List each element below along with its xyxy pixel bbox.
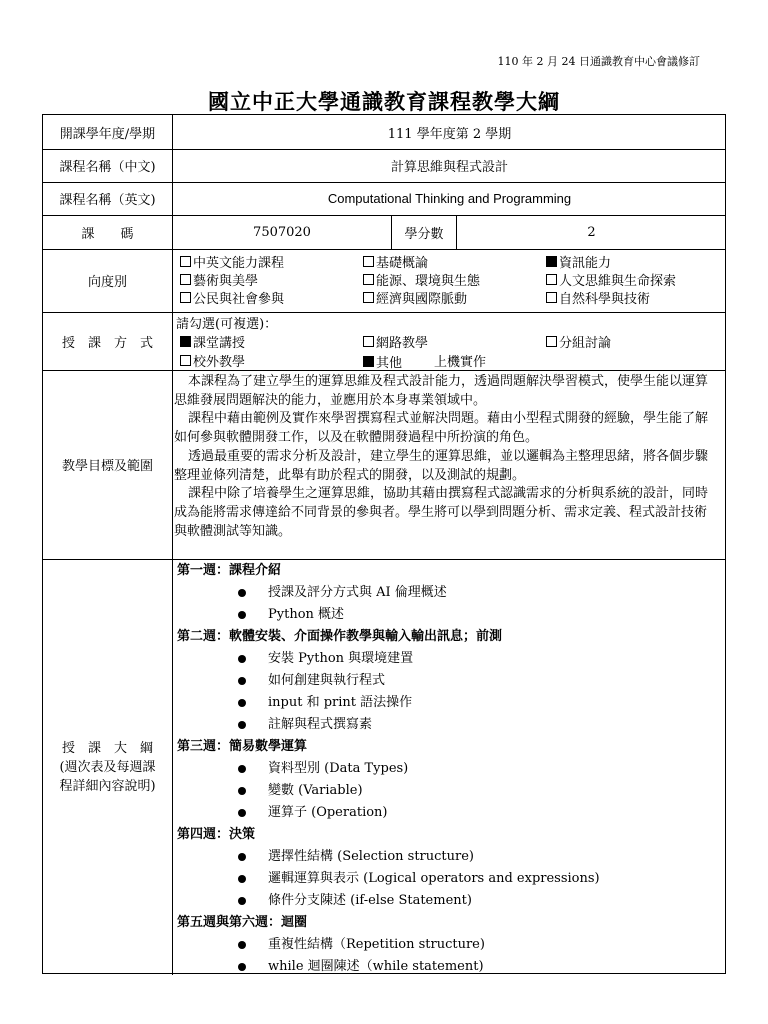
list-item: 授課及評分方式與 AI 倫理概述 [174, 582, 724, 604]
checkbox-icon[interactable] [546, 336, 557, 347]
credit-value: 2 [587, 224, 596, 240]
bullet-icon [238, 941, 246, 949]
week-title: 第四週：決策 [177, 827, 256, 842]
list-item: 邏輯運算與表示 (Logical operators and expressions) [174, 868, 724, 890]
objective-paragraph: 本課程為了建立學生的運算思維及程式設計能力，透過問題解決學習模式，使學生能以運算思維發展問題解決的能力，並應用於本身專業領域中。 [174, 374, 709, 408]
course-name-zh-value: 計算思維與程式設計 [390, 160, 508, 175]
list-item: 如何創建與執行程式 [174, 670, 724, 692]
document-title: 國立中正大學通識教育課程教學大綱 [208, 89, 560, 114]
checkbox-icon[interactable] [363, 336, 374, 347]
syllabus-label: 授 課 大 綱 (週次表及每週課 程詳細內容說明) [59, 740, 156, 794]
checkbox-checked-icon[interactable] [363, 356, 374, 367]
week-title: 第二週：軟體安裝、介面操作教學與輸入輸出訊息；前測 [177, 629, 503, 644]
teaching-option[interactable]: 校外教學 [180, 351, 245, 370]
bullet-icon [238, 853, 246, 861]
teaching-prompt: 請勾選(可複選)： [176, 317, 278, 332]
objective-paragraph: 課程中除了培養學生之運算思維，協助其藉由撰寫程式認識需求的分析與系統的設計，同時成為能將需求傳達給不同背景的參與者。學生將可以學到問題分析、需求定義、程式設計技術與軟體測試等知識。 [174, 486, 709, 539]
domain-option[interactable]: 基礎概論 [363, 252, 428, 271]
teaching-method-label: 授 課 方 式 [61, 335, 153, 351]
list-item: 運算子 (Operation) [174, 802, 724, 824]
list-item: 選擇性結構 (Selection structure) [174, 846, 724, 868]
domain-option[interactable]: 自然科學與技術 [546, 288, 650, 307]
course-name-en-value: Computational Thinking and Programming [327, 191, 572, 206]
bullet-icon [238, 787, 246, 795]
bullet-icon [238, 721, 246, 729]
domain-option[interactable]: 公民與社會參與 [180, 288, 284, 307]
bullet-icon [238, 809, 246, 817]
bullet-icon [238, 875, 246, 883]
domain-option[interactable]: 中英文能力課程 [180, 252, 284, 271]
bullet-icon [238, 677, 246, 685]
domain-option[interactable]: 能源、環境與生態 [363, 270, 480, 289]
domain-option[interactable]: 藝術與美學 [180, 270, 258, 289]
teaching-option[interactable]: 分組討論 [546, 332, 611, 351]
list-item: 安裝 Python 與環境建置 [174, 648, 724, 670]
revision-note: 110 年 2 月 24 日通識教育中心會議修訂 [497, 55, 700, 68]
checkbox-icon[interactable] [363, 274, 374, 285]
other-method-value[interactable]: 上機實作 [402, 351, 518, 371]
domain-option[interactable]: 經濟與國際脈動 [363, 288, 467, 307]
checkbox-icon[interactable] [180, 274, 191, 285]
checkbox-icon[interactable] [363, 292, 374, 303]
course-name-en-label: 課程名稱（英文) [59, 193, 156, 208]
list-item: while 迴圈陳述（while statement) [174, 956, 724, 978]
domain-label: 向度別 [87, 275, 127, 290]
list-item: input 和 print 語法操作 [174, 692, 724, 714]
course-code-value: 7507020 [253, 224, 311, 240]
semester-value: 111 學年度第 2 學期 [387, 126, 512, 142]
course-code-label: 課 碼 [81, 226, 134, 242]
week-title: 第五週與第六週：迴圈 [177, 915, 308, 930]
week-title: 第一週：課程介紹 [177, 563, 282, 578]
objectives-text [174, 373, 719, 541]
list-item: Python 概述 [174, 604, 724, 626]
credit-label: 學分數 [404, 226, 444, 242]
domain-option[interactable]: 人文思維與生命探索 [546, 270, 676, 289]
domain-option[interactable]: 資訊能力 [546, 252, 611, 271]
list-item: 條件分支陳述 (if-else Statement) [174, 890, 724, 912]
checkbox-icon[interactable] [180, 292, 191, 303]
objective-paragraph: 透過最重要的需求分析及設計，建立學生的運算思維，並以邏輯為主整理思緒，將各個步驟整理並條列清楚，此舉有助於程式的開發，以及測試的規劃。 [174, 448, 709, 483]
checkbox-checked-icon[interactable] [180, 336, 191, 347]
list-item: 資料型別 (Data Types) [174, 758, 724, 780]
checkbox-icon[interactable] [180, 355, 191, 366]
bullet-icon [238, 897, 246, 905]
objectives-label: 教學目標及範圍 [61, 459, 153, 474]
list-item: 變數 (Variable) [174, 780, 724, 802]
bullet-icon [238, 589, 246, 597]
checkbox-icon[interactable] [363, 256, 374, 267]
bullet-icon [238, 963, 246, 971]
week-title: 第三週：簡易數學運算 [177, 739, 308, 754]
checkbox-icon[interactable] [546, 274, 557, 285]
weekly-outline [174, 560, 724, 978]
teaching-option-other[interactable]: 其他 上機實作 [363, 351, 518, 371]
bullet-icon [238, 655, 246, 663]
objective-paragraph: 課程中藉由範例及實作來學習撰寫程式並解決問題。藉由小型程式開發的經驗，學生能了解如何參與軟體開發工作，以及在軟體開發過程中所扮演的角色。 [174, 411, 709, 446]
semester-label: 開課學年度/學期 [59, 126, 156, 142]
list-item: 重複性結構（Repetition structure) [174, 934, 724, 956]
syllabus-table [42, 114, 726, 974]
list-item: 註解與程式撰寫素 [174, 714, 724, 736]
bullet-icon [238, 765, 246, 773]
course-name-zh-label: 課程名稱（中文) [59, 160, 156, 175]
checkbox-icon[interactable] [546, 292, 557, 303]
teaching-option[interactable]: 網路教學 [363, 332, 428, 351]
teaching-option[interactable]: 課堂講授 [180, 332, 245, 351]
bullet-icon [238, 611, 246, 619]
checkbox-checked-icon[interactable] [546, 256, 557, 267]
bullet-icon [238, 699, 246, 707]
checkbox-icon[interactable] [180, 256, 191, 267]
